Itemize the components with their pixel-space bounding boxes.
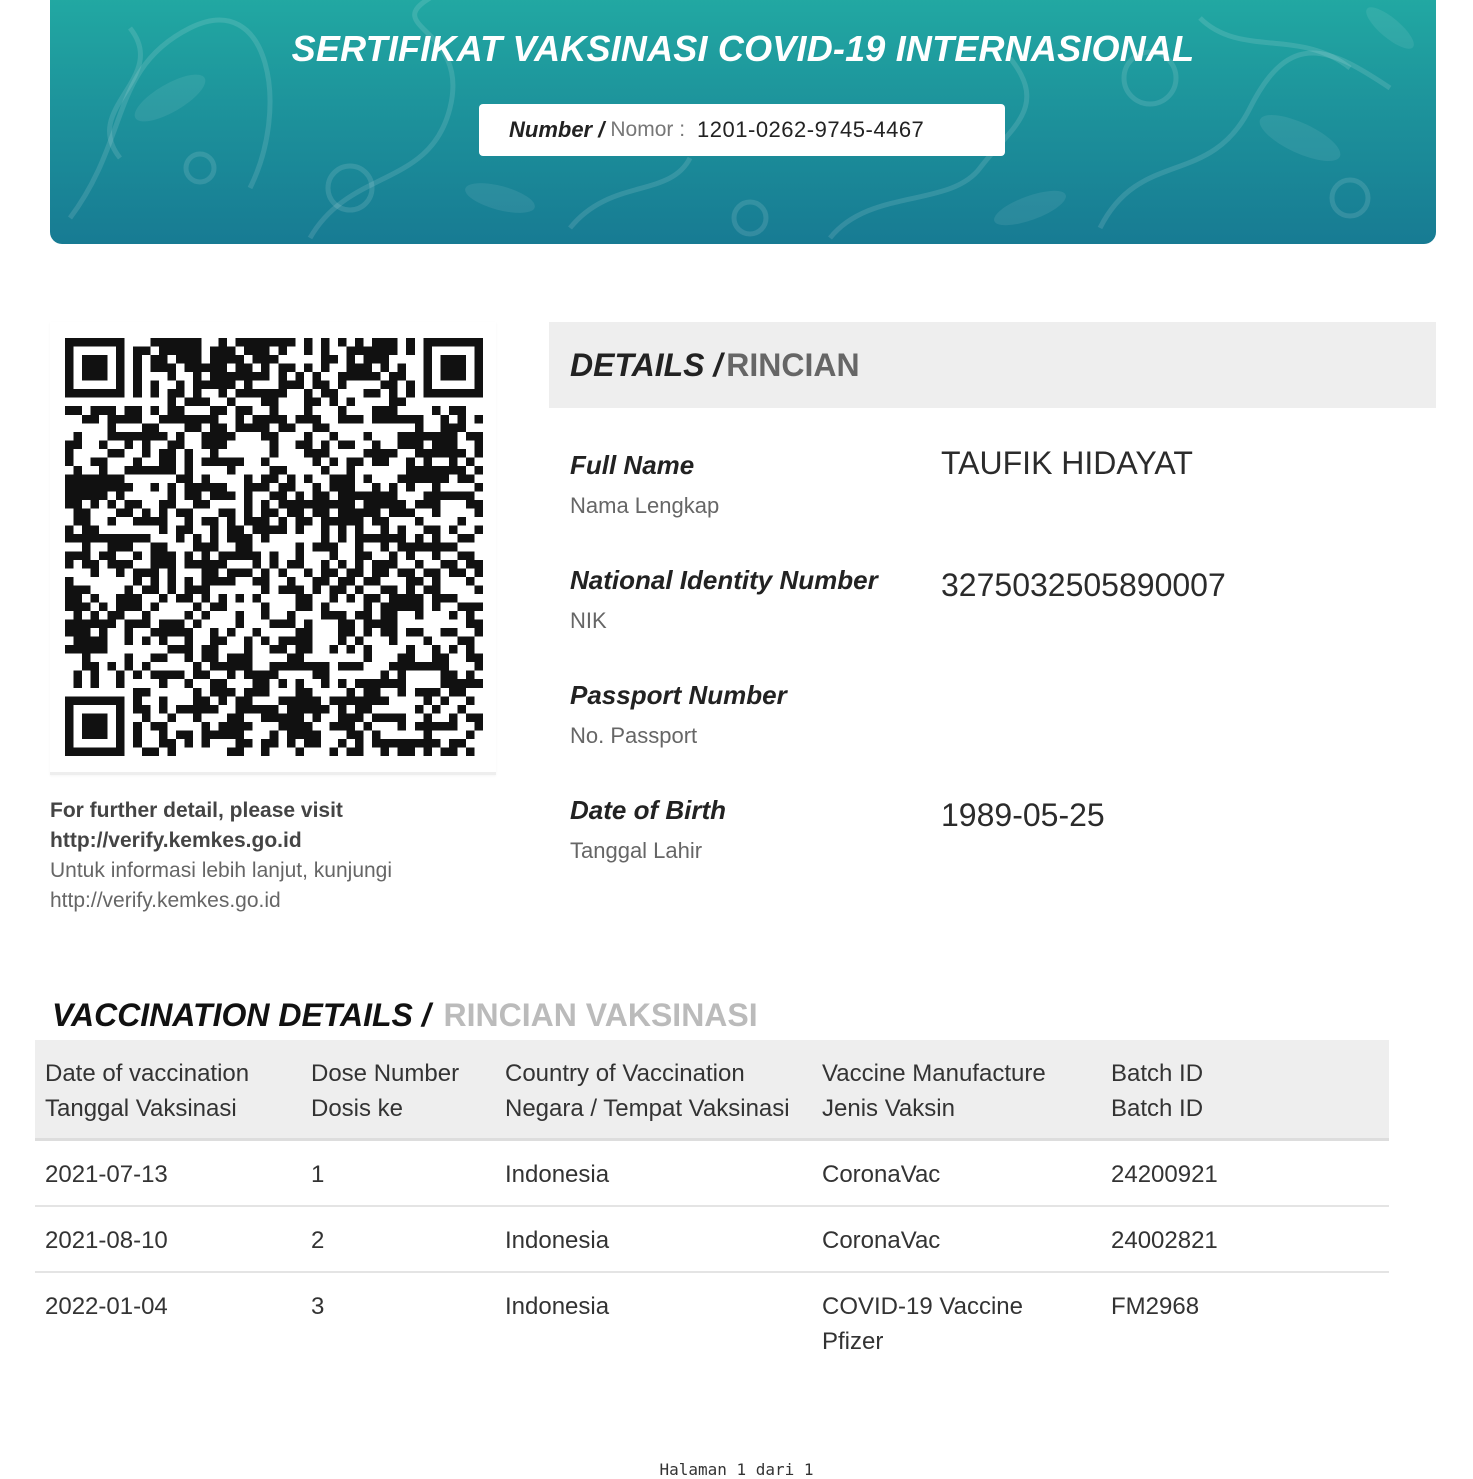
details-heading bbox=[549, 322, 1436, 408]
field-label-en: Date of Birth bbox=[570, 795, 726, 825]
cell-country: Indonesia bbox=[505, 1161, 610, 1188]
field-label-id: Tanggal Lahir bbox=[570, 838, 703, 863]
qr-code-panel bbox=[50, 322, 496, 775]
column-header: Country of Vaccination Negara / Tempat Vaksinasi bbox=[505, 1060, 790, 1122]
cell-country: Indonesia bbox=[505, 1293, 610, 1320]
number-label-id: Nomor : bbox=[610, 118, 686, 141]
cell-batch: 24200921 bbox=[1111, 1161, 1218, 1188]
field-national-id bbox=[570, 565, 878, 634]
column-header: Date of vaccination Tanggal Vaksinasi bbox=[45, 1060, 250, 1122]
number-label-en: Number / bbox=[509, 117, 605, 142]
vaccination-heading-en: VACCINATION DETAILS / bbox=[52, 997, 431, 1033]
column-header: Vaccine Manufacture Jenis Vaksin bbox=[822, 1060, 1046, 1122]
cell-batch: 24002821 bbox=[1111, 1227, 1218, 1254]
field-full-name bbox=[570, 450, 719, 519]
table-row bbox=[35, 1207, 1389, 1273]
certificate-title: SERTIFIKAT VAKSINASI COVID-19 INTERNASIONAL bbox=[291, 28, 1195, 69]
cell-vaccine: COVID-19 Vaccine Pfizer bbox=[822, 1293, 1023, 1355]
field-label-en: Full Name bbox=[570, 450, 695, 480]
certificate-header bbox=[50, 0, 1436, 244]
cell-country: Indonesia bbox=[505, 1227, 610, 1254]
certificate-number-box bbox=[479, 104, 1005, 156]
field-passport-number bbox=[570, 680, 787, 749]
table-row bbox=[35, 1273, 1389, 1373]
national-id-value: 3275032505890007 bbox=[941, 567, 1226, 603]
field-date-of-birth bbox=[570, 795, 726, 864]
cell-date: 2021-07-13 bbox=[45, 1161, 168, 1188]
cell-dose: 3 bbox=[311, 1293, 325, 1320]
cell-vaccine: CoronaVac bbox=[822, 1227, 941, 1254]
full-name-value: TAUFIK HIDAYAT bbox=[941, 445, 1193, 481]
verify-info-id: Untuk informasi lebih lanjut, kunjungi http://verify.kemkes.go.id bbox=[50, 859, 393, 912]
column-header: Dose Number Dosis ke bbox=[311, 1060, 460, 1122]
date-of-birth-value: 1989-05-25 bbox=[941, 797, 1105, 833]
field-label-en: National Identity Number bbox=[570, 565, 878, 595]
vaccination-heading bbox=[52, 997, 758, 1034]
verify-info-en: For further detail, please visit http://verify.kemkes.go.id bbox=[50, 799, 343, 852]
cell-dose: 1 bbox=[311, 1161, 325, 1188]
page-number: Halaman 1 dari 1 bbox=[659, 1460, 814, 1479]
cell-date: 2022-01-04 bbox=[45, 1293, 168, 1320]
cell-batch: FM2968 bbox=[1111, 1293, 1200, 1320]
field-label-en: Passport Number bbox=[570, 680, 787, 710]
vaccination-heading-id: RINCIAN VAKSINASI bbox=[443, 997, 758, 1033]
table-header-row bbox=[35, 1040, 1389, 1141]
details-heading-id: RINCIAN bbox=[726, 346, 860, 383]
field-label-id: No. Passport bbox=[570, 723, 698, 748]
certificate-number-value: 1201-0262-9745-4467 bbox=[697, 117, 925, 142]
column-header: Batch ID Batch ID bbox=[1111, 1060, 1204, 1122]
qr-code-icon bbox=[65, 338, 483, 756]
field-label-id: NIK bbox=[570, 608, 607, 633]
details-heading-en: DETAILS / bbox=[570, 346, 723, 383]
cell-date: 2021-08-10 bbox=[45, 1227, 168, 1254]
cell-dose: 2 bbox=[311, 1227, 325, 1254]
vaccination-table bbox=[35, 1040, 1389, 1373]
cell-vaccine: CoronaVac bbox=[822, 1161, 941, 1188]
table-row bbox=[35, 1141, 1389, 1207]
field-label-id: Nama Lengkap bbox=[570, 493, 720, 518]
verify-info bbox=[50, 796, 490, 916]
